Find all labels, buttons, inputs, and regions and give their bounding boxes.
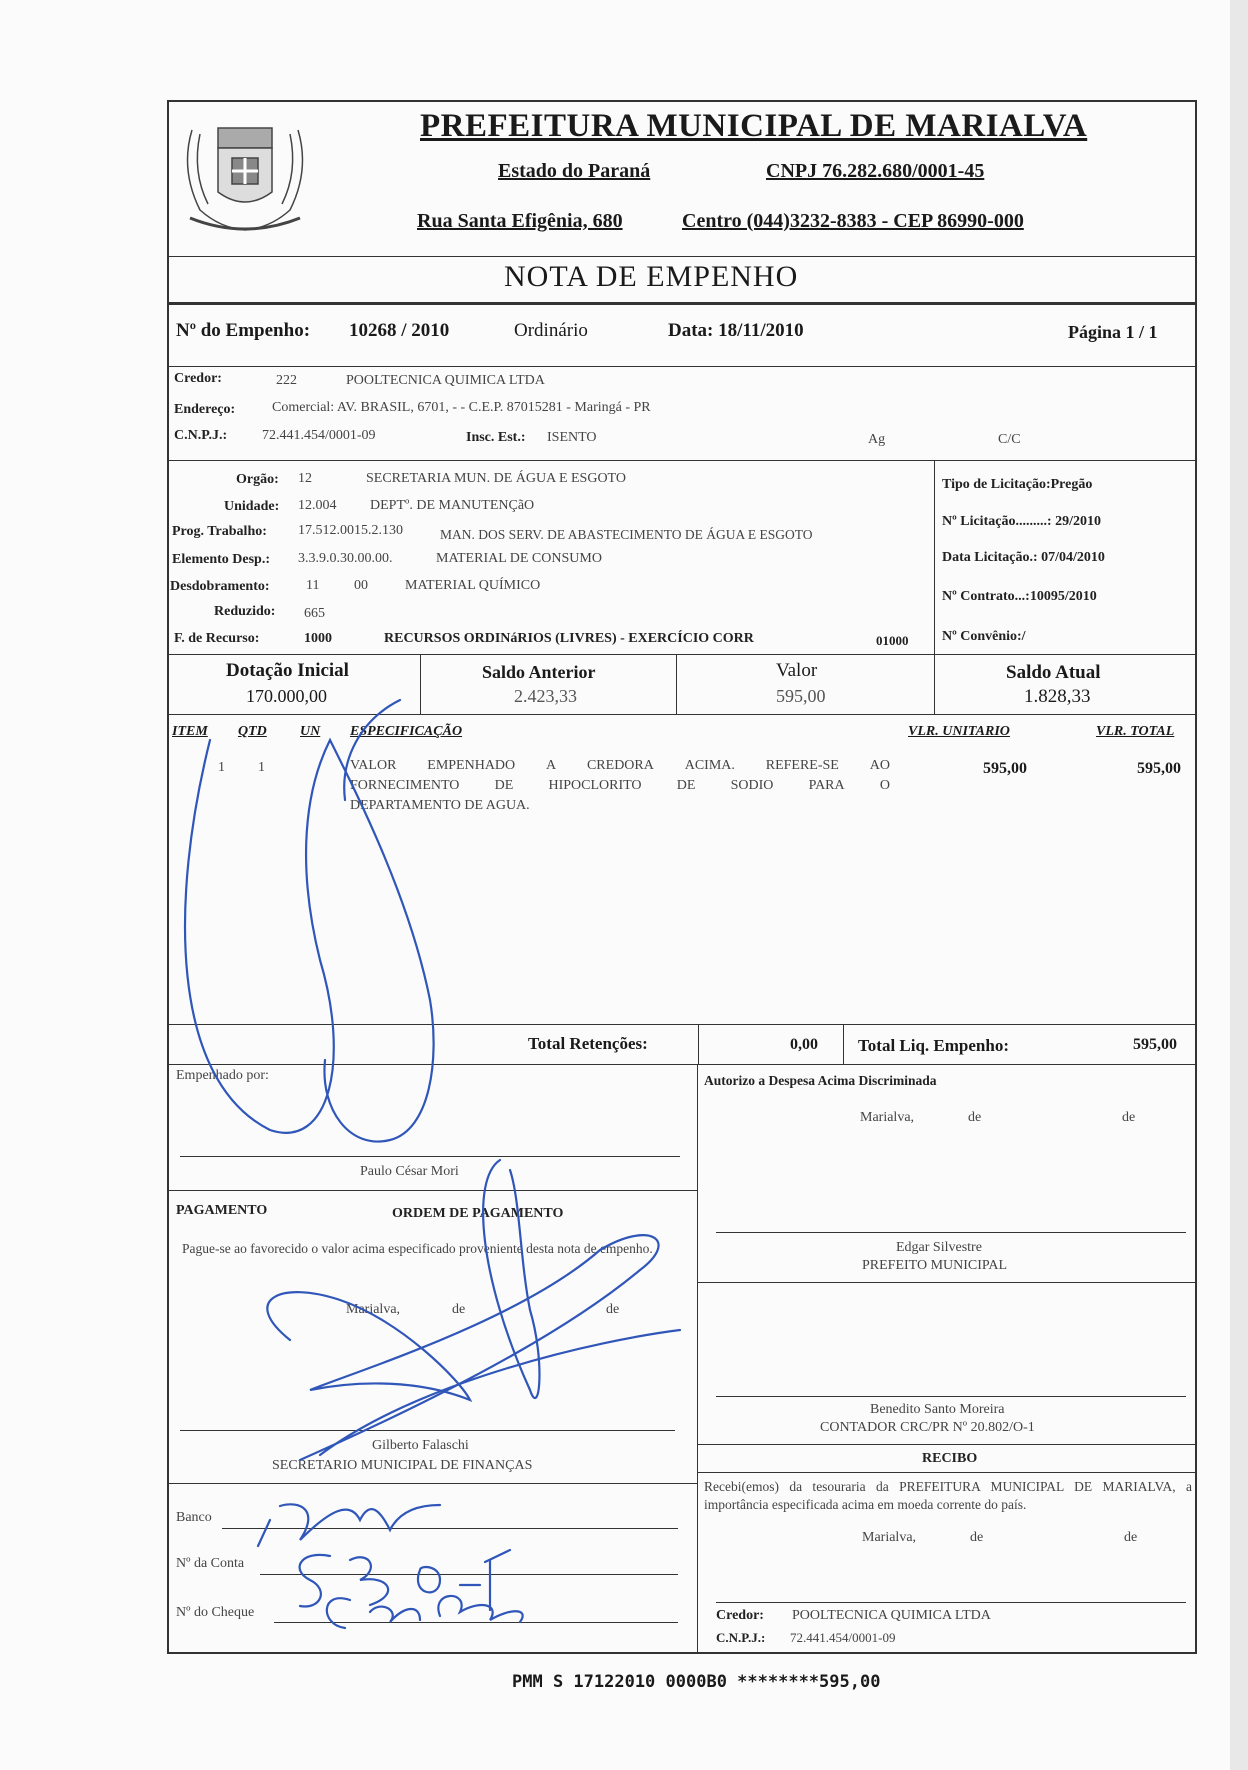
cnpj-label: C.N.P.J.: — [174, 428, 228, 443]
divider — [167, 1064, 1197, 1065]
unidade-code: 12.004 — [298, 498, 337, 513]
insc-label: Insc. Est.: — [466, 430, 526, 445]
place-date-right: Marialva, — [860, 1110, 915, 1125]
insc-value: ISENTO — [547, 430, 597, 445]
contador-name: Benedito Santo Moreira — [870, 1402, 1005, 1417]
recibo-text: Recebi(emos) da tesouraria da PREFEITURA MUNICIPAL DE MARIALVA, a importância especificada acima em moeda corrente do país. — [704, 1479, 1192, 1512]
recurso-label: F. de Recurso: — [174, 631, 260, 646]
valor-label: Valor — [776, 660, 818, 681]
recibo-cnpj: 72.441.454/0001-09 — [790, 1630, 896, 1645]
prefeito-title: PREFEITO MUNICIPAL — [862, 1258, 1008, 1273]
item-number: 1 — [218, 760, 225, 775]
divider — [934, 460, 935, 654]
desc-word: AO — [869, 758, 890, 773]
col-vlr-total-header: VLR. TOTAL — [1096, 724, 1175, 739]
desc-word: VALOR — [350, 758, 397, 773]
convenio-numero: Nº Convênio:/ — [942, 629, 1026, 644]
empenho-date: Data: 18/11/2010 — [668, 320, 804, 341]
divider — [697, 1282, 1197, 1283]
credor-name: POOLTECNICA QUIMICA LTDA — [346, 373, 545, 388]
dotacao-value: 170.000,00 — [246, 686, 327, 706]
recibo-credor-label: Credor: — [716, 1608, 764, 1623]
item-desc-line3: DEPARTAMENTO DE AGUA. — [350, 798, 530, 813]
conta-field-line — [260, 1574, 678, 1575]
secretario-title: SECRETARIO MUNICIPAL DE FINANÇAS — [272, 1458, 533, 1473]
credor-cnpj: 72.441.454/0001-09 — [262, 428, 376, 443]
header-address: Rua Santa Efigênia, 680 — [417, 210, 623, 232]
licitacao-tipo: Tipo de Licitação:Pregão — [942, 477, 1093, 492]
recurso-number: 01000 — [876, 633, 909, 648]
elemento-name: MATERIAL DE CONSUMO — [436, 551, 602, 566]
empenhado-por-label: Empenhado por: — [176, 1068, 269, 1083]
header-cnpj: CNPJ 76.282.680/0001-45 — [766, 160, 985, 182]
desc-word: REFERE-SE — [765, 758, 839, 773]
desc-word: DE — [676, 778, 696, 793]
cc-label: C/C — [998, 432, 1021, 447]
credor-label: Credor: — [174, 371, 222, 386]
reduzido-label: Reduzido: — [214, 604, 276, 619]
saldo-anterior-label: Saldo Anterior — [482, 662, 596, 682]
divider — [698, 1024, 699, 1064]
desdob-sub: 00 — [354, 578, 368, 593]
desc-word: SODIO — [730, 778, 774, 793]
item-desc-line1 — [350, 758, 890, 774]
total-retencoes-label: Total Retenções: — [528, 1034, 648, 1053]
place-date-left: Marialva, — [346, 1302, 401, 1317]
credor-address: Comercial: AV. BRASIL, 6701, - - C.E.P. 87015281 - Maringá - PR — [272, 400, 651, 415]
divider — [167, 1024, 1197, 1025]
signature-line — [716, 1602, 1186, 1603]
elemento-code: 3.3.9.0.30.00.00. — [298, 551, 393, 566]
prog-code: 17.512.0015.2.130 — [298, 523, 403, 538]
col-qtd-header: QTD — [238, 724, 267, 739]
state-name: Estado do Paraná — [498, 160, 651, 182]
recibo-cnpj-label: C.N.P.J.: — [716, 1630, 766, 1645]
desc-word: O — [879, 778, 890, 793]
desdob-label: Desdobramento: — [170, 579, 270, 594]
orgao-label: Orgão: — [236, 472, 279, 487]
empenho-number: 10268 / 2010 — [349, 320, 450, 341]
header-phone-cep: Centro (044)3232-8383 - CEP 86990-000 — [682, 210, 1024, 232]
prog-name: MAN. DOS SERV. DE ABASTECIMENTO DE ÁGUA E ESGOTO — [440, 527, 813, 542]
empenho-number-label: Nº do Empenho: — [176, 320, 311, 341]
prefeito-name: Edgar Silvestre — [896, 1240, 982, 1255]
signature-line — [180, 1156, 680, 1157]
divider — [676, 654, 677, 714]
autorizo-label: Autorizo a Despesa Acima Discriminada — [704, 1073, 937, 1088]
cheque-field-line — [274, 1622, 678, 1623]
date-de-1: de — [452, 1302, 466, 1317]
desc-word: CREDORA — [586, 758, 654, 773]
contador-title: CONTADOR CRC/PR Nº 20.802/O-1 — [820, 1420, 1035, 1435]
total-liquido-value: 595,00 — [1133, 1036, 1177, 1053]
scan-edge — [1230, 0, 1248, 1770]
divider — [167, 714, 1197, 715]
item-unit-value: 595,00 — [983, 760, 1027, 777]
date-de-3: de — [968, 1110, 982, 1125]
empenho-type: Ordinário — [514, 320, 588, 341]
divider — [167, 460, 1197, 461]
date-de-2: de — [606, 1302, 620, 1317]
bank-authentication-stamp: PMM S 17122010 0000B0 ********595,00 — [512, 1672, 881, 1692]
page-number: Página 1 / 1 — [1068, 322, 1158, 342]
licitacao-data: Data Licitação.: 07/04/2010 — [942, 550, 1105, 565]
ordem-pagamento-label: ORDEM DE PAGAMENTO — [392, 1206, 564, 1221]
divider — [697, 1472, 1197, 1473]
signature-line — [180, 1430, 675, 1431]
reduzido-value: 665 — [304, 606, 325, 621]
desc-word: A — [546, 758, 557, 773]
secretario-name: Gilberto Falaschi — [372, 1438, 469, 1453]
recibo-label: RECIBO — [922, 1451, 978, 1466]
signature-line — [716, 1232, 1186, 1233]
divider — [167, 256, 1197, 257]
licitacao-numero: Nº Licitação.........: 29/2010 — [942, 514, 1101, 529]
divider — [697, 1444, 1197, 1445]
desc-word: DE — [494, 778, 514, 793]
unidade-name: DEPTº. DE MANUTENÇãO — [370, 498, 535, 513]
item-qtd: 1 — [258, 760, 265, 775]
cheque-label: Nº do Cheque — [176, 1605, 255, 1620]
divider — [167, 1483, 697, 1484]
col-item-header: ITEM — [172, 724, 208, 739]
divider — [420, 654, 421, 714]
total-liquido-label: Total Liq. Empenho: — [858, 1036, 1009, 1055]
empenhado-por-name: Paulo César Mori — [360, 1164, 459, 1179]
place-date-recibo: Marialva, — [862, 1530, 917, 1545]
pagamento-label: PAGAMENTO — [176, 1203, 268, 1218]
saldo-atual-label: Saldo Atual — [1006, 662, 1101, 683]
desc-word: HIPOCLORITO — [548, 778, 642, 793]
divider — [934, 654, 935, 714]
divider — [843, 1024, 844, 1064]
banco-label: Banco — [176, 1510, 212, 1525]
dotacao-label: Dotação Inicial — [226, 660, 349, 681]
prog-label: Prog. Trabalho: — [172, 524, 267, 539]
divider — [167, 1190, 697, 1191]
signature-line — [716, 1396, 1186, 1397]
contrato-numero: Nº Contrato...:10095/2010 — [942, 589, 1097, 604]
desc-word: ACIMA. — [684, 758, 735, 773]
date-de-5: de — [970, 1530, 984, 1545]
total-retencoes-value: 0,00 — [790, 1036, 818, 1053]
date-de-4: de — [1122, 1110, 1136, 1125]
recibo-credor-name: POOLTECNICA QUIMICA LTDA — [792, 1608, 991, 1623]
unidade-label: Unidade: — [224, 499, 280, 514]
divider — [167, 366, 1197, 367]
desc-word: FORNECIMENTO — [350, 778, 460, 793]
valor-value: 595,00 — [776, 686, 826, 706]
credor-code: 222 — [276, 373, 297, 388]
saldo-atual-value: 1.828,33 — [1024, 686, 1091, 707]
desc-word: PARA — [808, 778, 845, 793]
col-especificacao-header: ESPECIFICAÇÃO — [350, 724, 463, 739]
col-vlr-unitario-header: VLR. UNITARIO — [908, 724, 1010, 739]
saldo-anterior-value: 2.423,33 — [514, 686, 577, 706]
recurso-name: RECURSOS ORDINáRIOS (LIVRES) - EXERCÍCIO CORR — [384, 631, 754, 646]
ag-label: Ag — [868, 432, 886, 447]
orgao-code: 12 — [298, 471, 312, 486]
elemento-label: Elemento Desp.: — [172, 552, 270, 567]
col-un-header: UN — [300, 724, 321, 739]
conta-label: Nº da Conta — [176, 1556, 245, 1571]
desdob-code: 11 — [306, 578, 320, 593]
divider — [167, 302, 1197, 305]
desc-word: EMPENHADO — [427, 758, 516, 773]
pague-text: Pague-se ao favorecido o valor acima especificado proveniente desta nota de empenho. — [182, 1241, 653, 1256]
orgao-name: SECRETARIA MUN. DE ÁGUA E ESGOTO — [366, 471, 626, 486]
desdob-name: MATERIAL QUÍMICO — [405, 578, 541, 593]
divider — [697, 1064, 698, 1654]
endereco-label: Endereço: — [174, 402, 236, 417]
document-title: NOTA DE EMPENHO — [504, 260, 799, 293]
banco-field-line — [222, 1528, 678, 1529]
divider — [167, 654, 1197, 655]
item-desc-line2 — [350, 778, 890, 794]
date-de-6: de — [1124, 1530, 1138, 1545]
recurso-code: 1000 — [304, 631, 332, 646]
municipality-title: PREFEITURA MUNICIPAL DE MARIALVA — [420, 108, 1088, 144]
item-total-value: 595,00 — [1137, 760, 1181, 777]
